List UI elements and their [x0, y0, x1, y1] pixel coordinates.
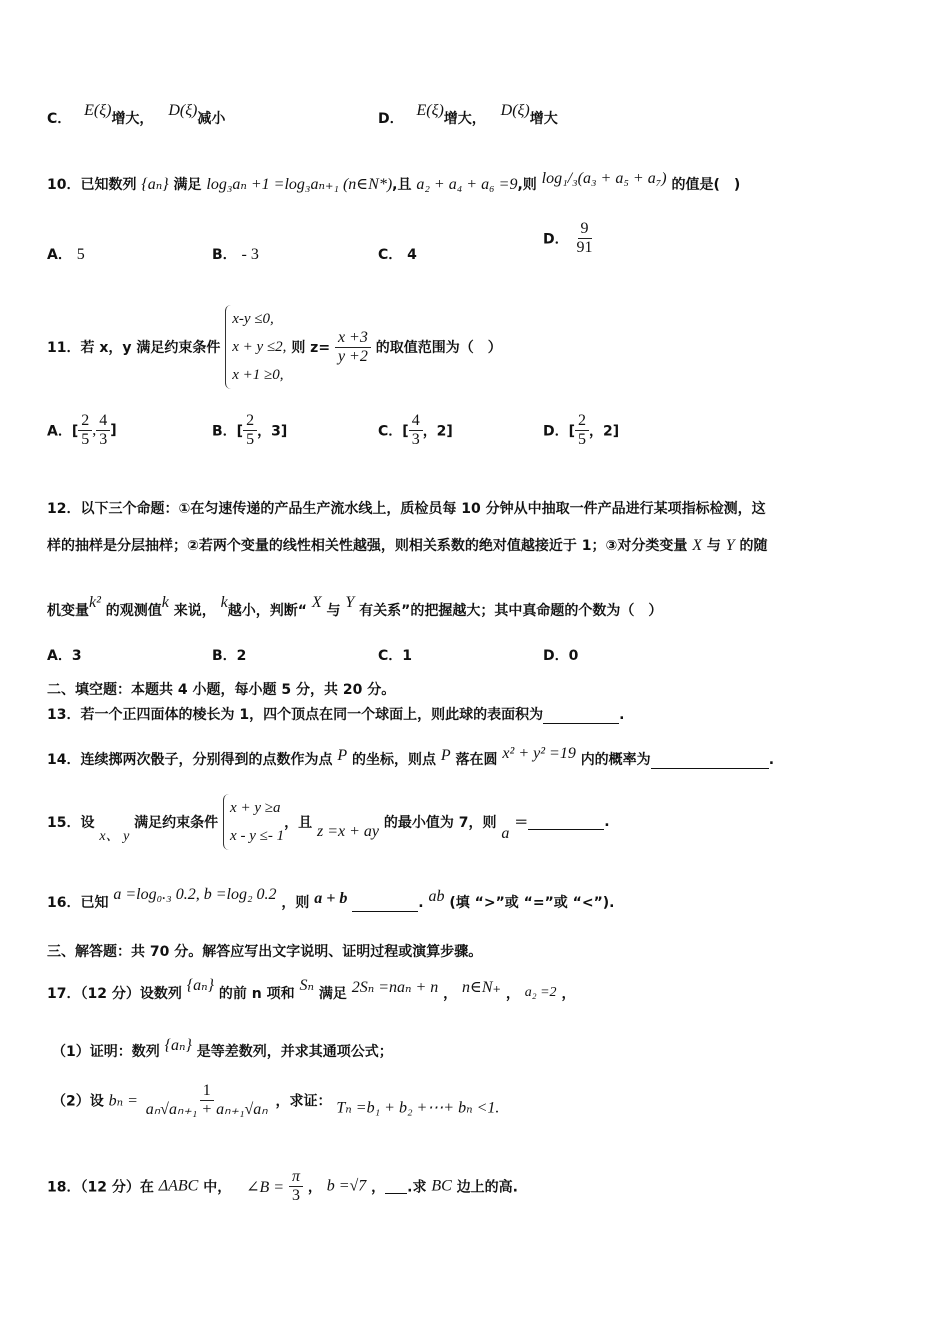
q12-k: k: [161, 594, 169, 611]
q17-part2: [52, 1082, 499, 1119]
q17-t5: ，: [505, 986, 520, 1002]
q17-p2-d: Tₙ =b₁ + b₂ +⋯+ bₙ <1.: [336, 1099, 500, 1117]
q15-c1: x + y ≥a: [230, 800, 281, 816]
q11-frac: [335, 329, 371, 366]
q18-blank[interactable]: [385, 1179, 407, 1194]
q11-optB: [212, 412, 287, 449]
q12-k2: k²: [89, 594, 101, 611]
q11-optA: A．[ $\frac{2}{5}$ , $\frac{4}{3}$ ]: [47, 412, 117, 448]
q11-optD-end: ，2]: [589, 423, 620, 440]
q13-text: 13．若一个正四面体的棱长为 1，四个顶点在同一个球面上，则此球的表面积为: [47, 707, 544, 723]
q11-c3: x +1 ≥0,: [232, 367, 284, 383]
q10-text4: ,则: [517, 177, 537, 193]
q14-t1: 14．连续掷两次骰子，分别得到的点数作为点: [47, 752, 333, 768]
q14-t2: 的坐标，则点: [352, 752, 437, 768]
q11-c2: x + y ≤2,: [232, 339, 287, 355]
q11-optA-d2: 3: [99, 431, 108, 448]
q9-optC-e: E(ξ): [84, 102, 112, 119]
q9-optC-label: C．: [47, 111, 72, 127]
q17-t1: 17．（12 分）设数列: [47, 986, 182, 1002]
q10-optD-label: D．: [543, 231, 569, 248]
q11-optA-frac1: [78, 412, 92, 449]
q9-optC-t1: 增大，: [111, 111, 154, 127]
q12-line3-y: Y: [345, 594, 355, 611]
q10-seq: {aₙ}: [141, 176, 169, 193]
q11-num: x +3: [335, 329, 371, 348]
q17-p2-c: ，求证：: [275, 1093, 332, 1110]
q11-c1: x-y ≤0,: [232, 311, 274, 327]
q17-part1: [52, 1035, 393, 1061]
q14-p1: P: [337, 747, 348, 764]
q15-t5: ＝: [514, 815, 529, 831]
q10-optA: [47, 244, 85, 264]
q10-expr: log₁/₃(a₃ + a₅ + a₇): [541, 170, 667, 187]
q17-t4: ，: [443, 986, 458, 1002]
q16-expr: a =log₀.₃ 0.2, b =log₂ 0.2: [113, 886, 277, 903]
q18-three: 3: [291, 1187, 300, 1204]
q17-p2-den: aₙ√aₙ₊₁ + aₙ₊₁√aₙ: [145, 1101, 268, 1118]
q18: [47, 1168, 518, 1205]
q14-circle: x² + y² =19: [502, 745, 576, 762]
q18-frac: [289, 1168, 303, 1205]
q11-optC-d: 3: [411, 431, 420, 448]
q15-end: .: [604, 814, 610, 830]
q12-line3-d: 越小，判断“: [227, 603, 307, 619]
q17-t2: 的前 n 项和: [218, 986, 295, 1002]
q18-t5: .求: [407, 1179, 427, 1196]
q12-optC: C．1: [378, 648, 413, 664]
q15-constraints: [223, 794, 284, 850]
q11-optA-end: ]: [110, 422, 117, 439]
q10-optB-label: B．: [212, 247, 237, 263]
q11-text2: 则 z=: [291, 340, 331, 356]
q17-p2-a: （2）设: [52, 1093, 104, 1110]
q17-t3: 满足: [318, 986, 347, 1002]
q12-line2-end: 的随: [739, 538, 768, 554]
q10-optD-den: 91: [576, 239, 593, 256]
q9-optD-t1: 增大，: [443, 111, 486, 127]
q10-text2: 满足: [173, 177, 202, 193]
q12-line2-y: Y: [725, 537, 735, 554]
q15-t4: 的最小值为 7，则: [383, 815, 497, 831]
q11-den: y +2: [337, 347, 368, 365]
q11-optA-frac2: [96, 412, 110, 449]
q15-blank[interactable]: [528, 815, 604, 830]
q11-optB-n: 2: [243, 412, 257, 431]
q9-optD-label: D．: [378, 111, 404, 127]
q9-optD-t2: 增大: [529, 111, 558, 127]
q11-optD-n: 2: [575, 412, 589, 431]
q10-optD-frac: [574, 220, 596, 257]
q17-p2-frac: [143, 1082, 271, 1119]
q9-optC-d: D(ξ): [168, 102, 198, 119]
q10-optD-num: 9: [578, 220, 592, 239]
q16-blank[interactable]: [352, 897, 418, 912]
section2-heading: 二、填空题：本题共 4 小题，每小题 5 分，共 20 分。: [47, 682, 396, 698]
q18-pi: π: [289, 1168, 303, 1187]
section3-heading: 三、解答题：共 70 分。解答应写出文字说明、证明过程或演算步骤。: [47, 944, 483, 960]
q9-options: [47, 102, 225, 128]
q15-vars: x、 y: [99, 829, 130, 844]
q13: [47, 704, 624, 724]
q15-c2: x - y ≤- 1: [230, 828, 285, 844]
q12-line3-x: X: [311, 594, 322, 611]
q16-apb: a + b: [314, 890, 348, 907]
q10-cond: log₃aₙ +1 =log₃aₙ₊₁ (n∈N*): [206, 176, 393, 193]
q11-stem: [47, 305, 502, 389]
q15-t3: ，且: [284, 815, 313, 831]
q12-line2-mid: 与: [706, 538, 721, 554]
q14-blank[interactable]: [651, 754, 769, 769]
q17-nset: n∈N₊: [462, 979, 501, 996]
q11-optC-frac: [409, 412, 423, 449]
q15-t1: 15．设: [47, 815, 95, 831]
q18-t3: ，: [307, 1179, 322, 1196]
q12-line3-e: 与: [326, 603, 341, 619]
q15: [47, 794, 610, 850]
q17-p2-num: 1: [200, 1082, 214, 1101]
q14-p2: P: [440, 747, 451, 764]
q11-optD: [543, 412, 619, 449]
q10-text5: 的值是( ): [671, 177, 741, 193]
q12-line2-text: 样的抽样是分层抽样；②若两个变量的线性相关性越强，则相关系数的绝对值越接近于 1；③对分类变量: [47, 538, 688, 554]
q18-bc: BC: [431, 1177, 452, 1195]
q18-tri: ΔABC: [158, 1177, 199, 1195]
q18-t2: 中，: [203, 1179, 232, 1196]
q10-optA-value: 5: [76, 246, 85, 263]
q9-optD-d: D(ξ): [500, 102, 530, 119]
q17-seq: {aₙ}: [186, 977, 214, 994]
q10-optB-value: - 3: [241, 246, 259, 263]
q11-optB-label: B．[: [212, 423, 244, 440]
q11-optC-end: ，2]: [422, 423, 453, 440]
q13-end: .: [619, 707, 625, 723]
q10-optC-label: C．: [378, 247, 403, 263]
q12-optB: B．2: [212, 648, 247, 664]
q17-stem: [47, 975, 575, 1003]
q11-optB-frac: [243, 412, 257, 449]
q11-optD-label: D．[: [543, 423, 576, 440]
q12-line3-b: 的观测值: [105, 603, 162, 619]
q12-line2-x: X: [692, 537, 702, 554]
q15-t2: 满足约束条件: [134, 815, 219, 831]
q10-optA-label: A．: [47, 247, 72, 263]
q17-t6: ，: [561, 986, 576, 1002]
q12-line3-f: 有关系”的把握越大；其中真命题的个数为（ ）: [359, 603, 663, 619]
q18-angle: ∠B =: [246, 1178, 285, 1196]
q12-optD: D．0: [543, 648, 579, 664]
q18-b: b =√7: [326, 1177, 367, 1195]
q17-p1-a: （1）证明：数列: [52, 1044, 160, 1060]
q11-optA-d1: 5: [81, 431, 90, 448]
q16-t2: ，则: [281, 895, 310, 911]
q10-stem: [47, 170, 740, 194]
q11-optC-n: 4: [409, 412, 423, 431]
q12-optA: A．3: [47, 648, 82, 664]
q10-optC: [378, 244, 417, 264]
q16-t3: (填 “>”或 “=”或 “<”).: [449, 895, 615, 911]
q11-optD-frac: [575, 412, 589, 449]
q15-z: z =x + ay: [316, 823, 379, 840]
q10-optC-value: 4: [407, 247, 417, 263]
q14-t3: 落在圆: [455, 752, 498, 768]
q12-line3: [47, 594, 662, 620]
q16-t1: 16．已知: [47, 895, 109, 911]
q18-t1: 18．（12 分）在: [47, 1179, 154, 1196]
q13-blank[interactable]: [543, 709, 619, 724]
q17-p1-seq: {aₙ}: [164, 1037, 192, 1054]
q12-line1: 12．以下三个命题：①在匀速传递的产品生产流水线上，质检员每 10 分钟从中抽取一件产品进行某项指标检测，这: [47, 501, 766, 517]
q17-p1-b: 是等差数列，并求其通项公式；: [196, 1044, 393, 1060]
q16: [47, 886, 615, 912]
q9-optC-t2: 减小: [197, 111, 226, 127]
q10-sum: a₂ + a₄ + a₆ =9: [416, 176, 518, 193]
q10-text3: ,且: [392, 177, 412, 193]
q11-text3: 的取值范围为（ ）: [375, 340, 502, 356]
q11-optC-label: C．[: [378, 423, 409, 440]
q18-t4: ，: [371, 1179, 386, 1196]
q18-t6: 边上的高.: [456, 1179, 519, 1196]
q10-text1: 10．已知数列: [47, 177, 137, 193]
q9-optD: [378, 102, 558, 128]
q11-optA-label: A．[: [47, 423, 79, 440]
q11-optC: [378, 412, 453, 449]
q17-sn: Sₙ: [299, 977, 314, 994]
q9-optD-e: E(ξ): [416, 102, 444, 119]
q17-a2: a₂ =2: [524, 985, 557, 1000]
q11-text1: 11．若 x，y 满足约束条件: [47, 340, 221, 356]
q11-constraints: [225, 305, 286, 389]
q14-end: .: [768, 752, 775, 768]
q11-optB-d: 5: [246, 431, 255, 448]
q10-optB: [212, 244, 259, 264]
q12-line3-c: 来说，: [173, 603, 216, 619]
q11-optB-end: ，3]: [257, 423, 288, 440]
q11-optA-n1: 2: [78, 412, 92, 431]
q15-a: a: [501, 825, 510, 842]
q16-ab: ab: [428, 888, 445, 905]
q10-optD: [543, 220, 596, 257]
q11-optD-d: 5: [578, 431, 587, 448]
q12-line2: [47, 535, 768, 555]
q16-dot: .: [418, 895, 424, 911]
q12-line3-a: 机变量: [47, 603, 89, 619]
q12-k3: k: [220, 594, 228, 611]
q17-p2-b: bₙ =: [108, 1092, 138, 1110]
q17-cond: 2Sₙ =naₙ + n: [351, 979, 439, 996]
q14: [47, 745, 774, 769]
q14-t4: 内的概率为: [580, 752, 651, 768]
q11-optA-n2: 4: [96, 412, 110, 431]
